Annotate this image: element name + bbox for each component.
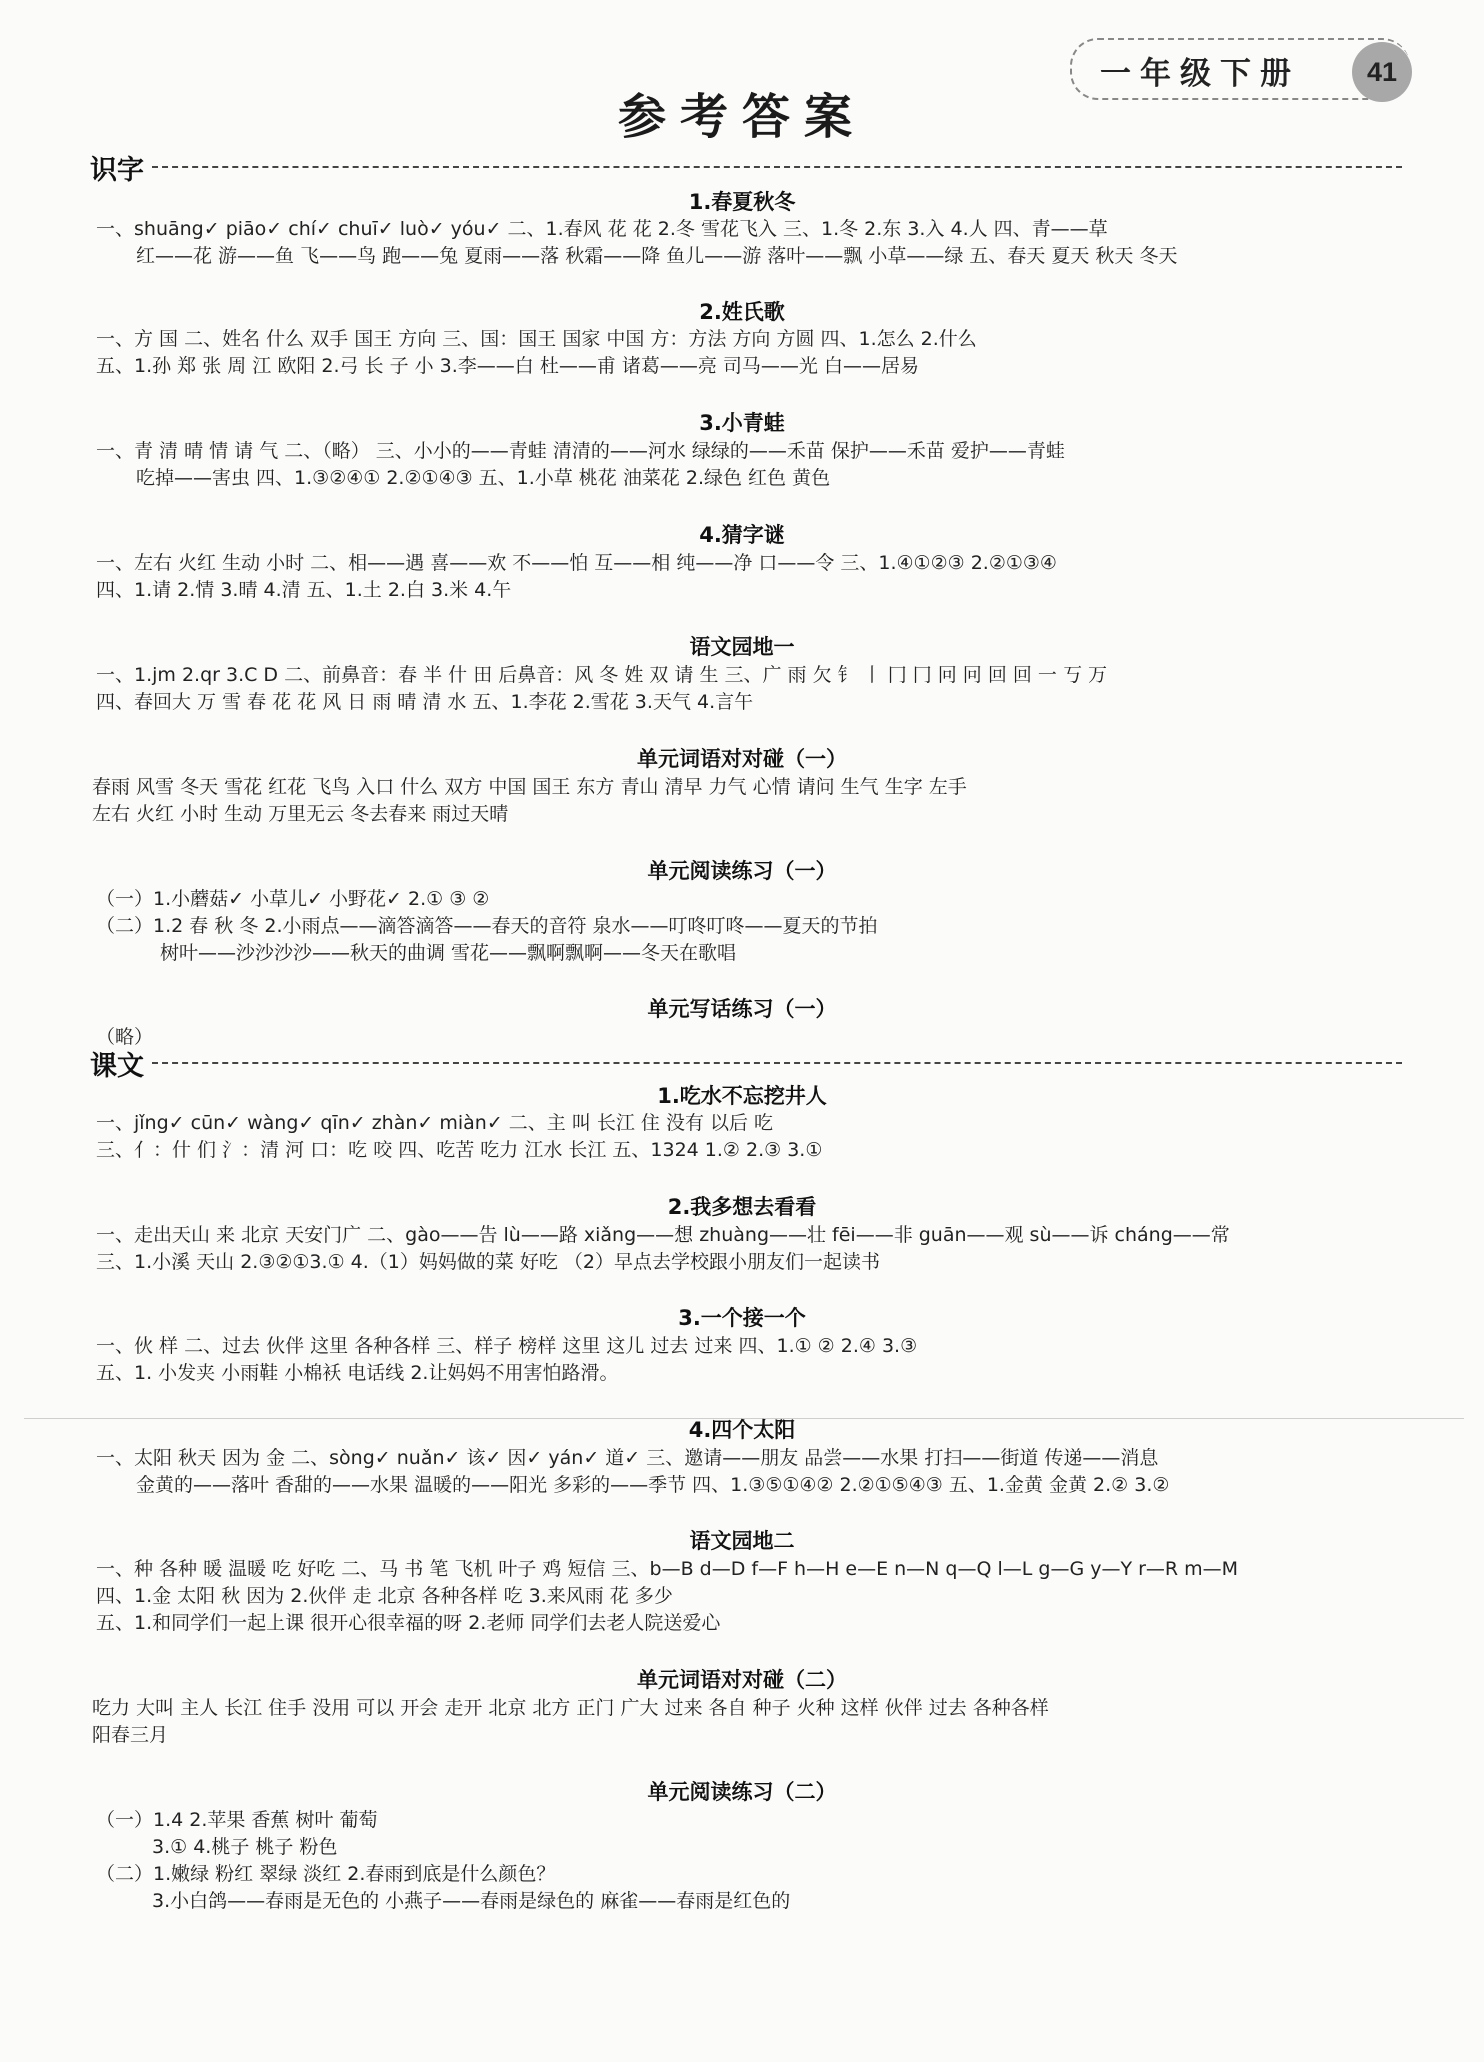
lesson-title: 4.猜字谜 — [699, 523, 785, 547]
answer-line: 春雨 风雪 冬天 雪花 红花 飞鸟 入口 什么 双方 中国 国王 东方 青山 清早 力气 心情 请问 生气 生字 左手 — [92, 776, 967, 798]
answer-line: 左右 火红 小时 生动 万里无云 冬去春来 雨过天晴 — [92, 803, 509, 825]
answer-line: 红——花 游——鱼 飞——鸟 跑——兔 夏雨——落 秋霜——降 鱼儿——游 落叶——飘 小草——绿 五、春天 夏天 秋天 冬天 — [136, 245, 1178, 267]
answer-line: 一、种 各种 暖 温暖 吃 好吃 二、马 书 笔 飞机 叶子 鸡 短信 三、b—B d—D f—F h—H e—E n—N q—Q l—L g—G y—Y r—R m—M — [96, 1558, 1239, 1580]
answer-line: 五、1. 小发夹 小雨鞋 小棉袄 电话线 2.让妈妈不用害怕路滑。 — [96, 1362, 619, 1384]
answer-line: 阳春三月 — [92, 1724, 169, 1746]
answer-line: 吃掉——害虫 四、1.③②④① 2.②①④③ 五、1.小草 桃花 油菜花 2.绿色 红色 黄色 — [136, 467, 831, 489]
answer-line: 3.① 4.桃子 桃子 粉色 — [152, 1836, 338, 1858]
answer-line: 一、青 清 晴 情 请 气 二、（略） 三、小小的——青蛙 清清的——河水 绿绿的——禾苗 保护——禾苗 爱护——青蛙 — [96, 440, 1065, 462]
lesson-title: 单元词语对对碰（一） — [637, 747, 847, 771]
answer-line: 一、左右 火红 生动 小时 二、相——遇 喜——欢 不——怕 互——相 纯——净 口——令 三、1.④①②③ 2.②①③④ — [96, 552, 1057, 574]
section-shizi-heading: 识字 — [90, 155, 144, 186]
answer-line: 一、jǐng✓ cūn✓ wàng✓ qīn✓ zhàn✓ miàn✓ 二、主 叫 长江 住 没有 以后 吃 — [96, 1112, 774, 1134]
answer-line: （一）1.小蘑菇✓ 小草儿✓ 小野花✓ 2.① ③ ② — [96, 888, 490, 910]
lesson-title: 单元阅读练习（二） — [647, 1780, 837, 1804]
answer-line: 金黄的——落叶 香甜的——水果 温暖的——阳光 多彩的——季节 四、1.③⑤①④② 2.②①⑤④③ 五、1.金黄 金黄 2.② 3.② — [136, 1474, 1170, 1496]
section-shizi-divider — [152, 166, 1402, 168]
answer-line: （一）1.4 2.苹果 香蕉 树叶 葡萄 — [96, 1809, 378, 1831]
answer-line: 四、1.金 太阳 秋 因为 2.伙伴 走 北京 各种各样 吃 3.来风雨 花 多少 — [96, 1585, 673, 1607]
page-number-badge: 41 — [1352, 42, 1412, 102]
lesson-title: 单元词语对对碰（二） — [637, 1668, 847, 1692]
lesson-title: 4.四个太阳 — [688, 1418, 796, 1442]
lesson-title: 3.小青蛙 — [699, 411, 785, 435]
answer-line: 3.小白鸽——春雨是无色的 小燕子——春雨是绿色的 麻雀——春雨是红色的 — [152, 1890, 791, 1912]
answer-line: 四、春回大 万 雪 春 花 花 风 日 雨 晴 清 水 五、1.李花 2.雪花 3.天气 4.言午 — [96, 691, 754, 713]
lesson-title: 单元阅读练习（一） — [647, 859, 837, 883]
answer-line: 一、shuāng✓ piāo✓ chí✓ chuī✓ luò✓ yóu✓ 二、1.春风 花 花 2.冬 雪花飞入 三、1.冬 2.东 3.入 4.人 四、青——草 — [96, 218, 1108, 240]
lesson-title: 2.我多想去看看 — [667, 1195, 817, 1219]
lesson-title: 1.春夏秋冬 — [688, 190, 796, 214]
answer-line: 五、1.和同学们一起上课 很开心很幸福的呀 2.老师 同学们去老人院送爱心 — [96, 1612, 721, 1634]
lesson-title: 3.一个接一个 — [678, 1306, 806, 1330]
answer-line: 四、1.请 2.情 3.晴 4.清 五、1.土 2.白 3.米 4.午 — [96, 579, 512, 601]
section-kewen-heading: 课文 — [90, 1051, 144, 1082]
answer-line: 三、亻：什 们 氵：清 河 口：吃 咬 四、吃苦 吃力 江水 长江 五、1324 1.② 2.③ 3.① — [96, 1139, 823, 1161]
answer-line: 一、1.jm 2.qr 3.C D 二、前鼻音：春 半 什 田 后鼻音：风 冬 姓 双 请 生 三、广 雨 欠 钅 丨 冂 冂 冋 冋 回 回 一 丂 万 — [96, 664, 1108, 686]
answer-line: 吃力 大叫 主人 长江 住手 没用 可以 开会 走开 北京 北方 正门 广大 过来 各自 种子 火种 这样 伙伴 过去 各种各样 — [92, 1697, 1049, 1719]
answer-line: 树叶——沙沙沙沙——秋天的曲调 雪花——飘啊飘啊——冬天在歌唱 — [160, 942, 737, 964]
lesson-title: 语文园地一 — [689, 635, 795, 659]
answer-line: （略） — [96, 1026, 154, 1048]
answer-line: 三、1.小溪 天山 2.③②①3.① 4.（1）妈妈做的菜 好吃 （2）早点去学校跟小朋友们一起读书 — [96, 1251, 881, 1273]
grade-label: 一年级下册 — [1100, 56, 1300, 92]
answer-line: 一、走出天山 来 北京 天安门广 二、gào——告 lù——路 xiǎng——想 zhuàng——壮 fēi——非 guān——观 sù——诉 cháng——常 — [96, 1224, 1230, 1246]
lesson-title: 2.姓氏歌 — [699, 300, 785, 324]
lesson-title: 语文园地二 — [689, 1529, 795, 1553]
page-title: 参考答案 — [617, 89, 866, 145]
section-kewen-divider — [152, 1062, 1402, 1064]
answer-line: 一、太阳 秋天 因为 金 二、sòng✓ nuǎn✓ 该✓ 因✓ yán✓ 道✓ 三、邀请——朋友 品尝——水果 打扫——街道 传递——消息 — [96, 1447, 1159, 1469]
answer-line: （二）1.嫩绿 粉红 翠绿 淡红 2.春雨到底是什么颜色？ — [96, 1863, 556, 1885]
answer-line: 五、1.孙 郑 张 周 江 欧阳 2.弓 长 子 小 3.李——白 杜——甫 诸葛——亮 司马——光 白——居易 — [96, 355, 919, 377]
answer-line: 一、方 国 二、姓名 什么 双手 国王 方向 三、国：国王 国家 中国 方：方法 方向 方圆 四、1.怎么 2.什么 — [96, 328, 977, 350]
lesson-title: 单元写话练习（一） — [647, 997, 837, 1021]
lesson-title: 1.吃水不忘挖井人 — [657, 1084, 827, 1108]
answer-line: （二）1.2 春 秋 冬 2.小雨点——滴答滴答——春天的音符 泉水——叮咚叮咚——夏天的节拍 — [96, 915, 878, 937]
answer-line: 一、伙 样 二、过去 伙伴 这里 各种各样 三、样子 榜样 这里 这儿 过去 过来 四、1.① ② 2.④ 3.③ — [96, 1335, 918, 1357]
